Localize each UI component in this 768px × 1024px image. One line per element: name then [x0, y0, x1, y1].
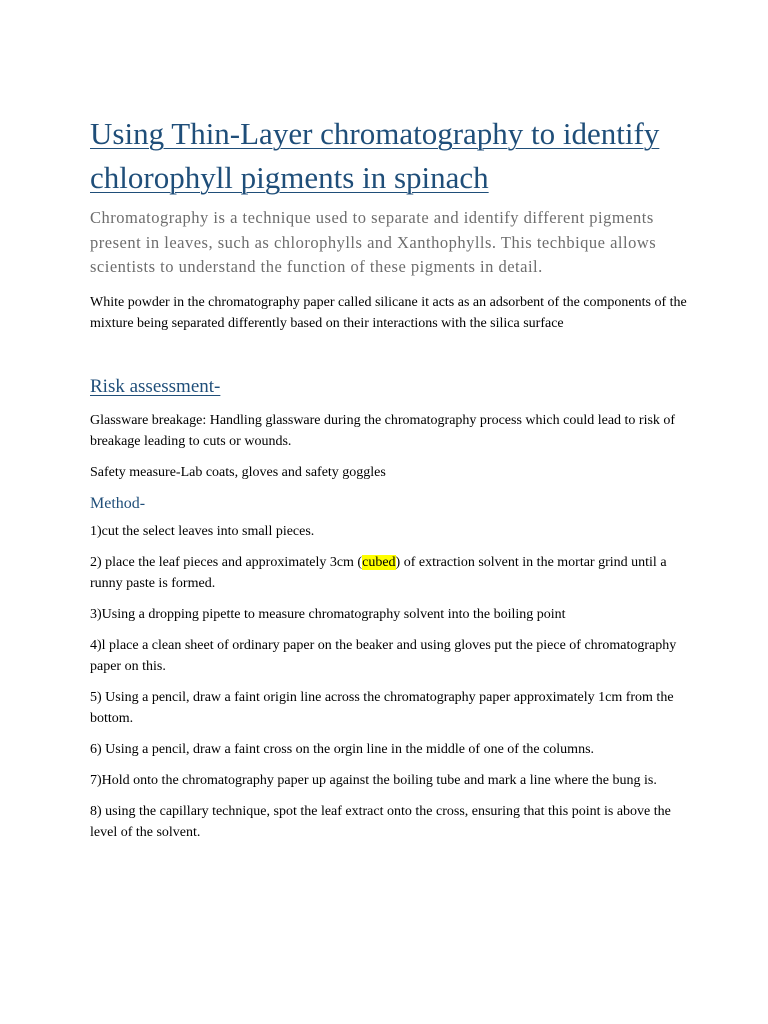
risk-hazard-paragraph: Glassware breakage: Handling glassware during the chromatography process which could lead to risk of breakage leading to cuts or wounds. [90, 412, 676, 449]
method-heading: Method- [90, 494, 146, 512]
highlighted-word: cubed [362, 554, 396, 570]
method-step-6: 6) Using a pencil, draw a faint cross on the orgin line in the middle of one of the columns. [90, 741, 595, 757]
safety-measure-paragraph: Safety measure-Lab coats, gloves and safety goggles [90, 464, 386, 480]
document-subtitle: Chromatography is a technique used to separate and identify different pigments present in leaves, such as chlorophylls and Xanthophylls. This techbique allows scientists to understand the function of these pigments in detail. [90, 208, 657, 276]
method-step-2-text-start: 2) place the leaf pieces and approximately 3cm ( [90, 554, 363, 570]
risk-assessment-heading: Risk assessment- [90, 375, 221, 397]
document-page [90, 112, 690, 853]
method-step-2 [90, 552, 690, 594]
document-title: Using Thin-Layer chromatography to identify chlorophyll pigments in spinach [90, 116, 660, 195]
intro-paragraph: White powder in the chromatography paper called silicane it acts as an adsorbent of the components of the mixture being separated differently based on their interactions with the silica surface [90, 294, 687, 331]
method-step-8: 8) using the capillary technique, spot the leaf extract onto the cross, ensuring that this point is above the level of the solvent. [90, 803, 671, 840]
method-step-7: 7)Hold onto the chromatography paper up against the boiling tube and mark a line where the bung is. [90, 772, 657, 788]
method-step-3: 3)Using a dropping pipette to measure chromatography solvent into the boiling point [90, 606, 566, 622]
method-step-1: 1)cut the select leaves into small pieces. [90, 523, 315, 539]
method-step-5: 5) Using a pencil, draw a faint origin line across the chromatography paper approximately 1cm from the bottom. [90, 689, 674, 726]
method-step-4: 4)l place a clean sheet of ordinary paper on the beaker and using gloves put the piece of chromatography paper on this. [90, 637, 677, 674]
method-step-2-text-end: ) of extraction solvent in the mortar grind until a runny paste is formed. [90, 554, 667, 591]
